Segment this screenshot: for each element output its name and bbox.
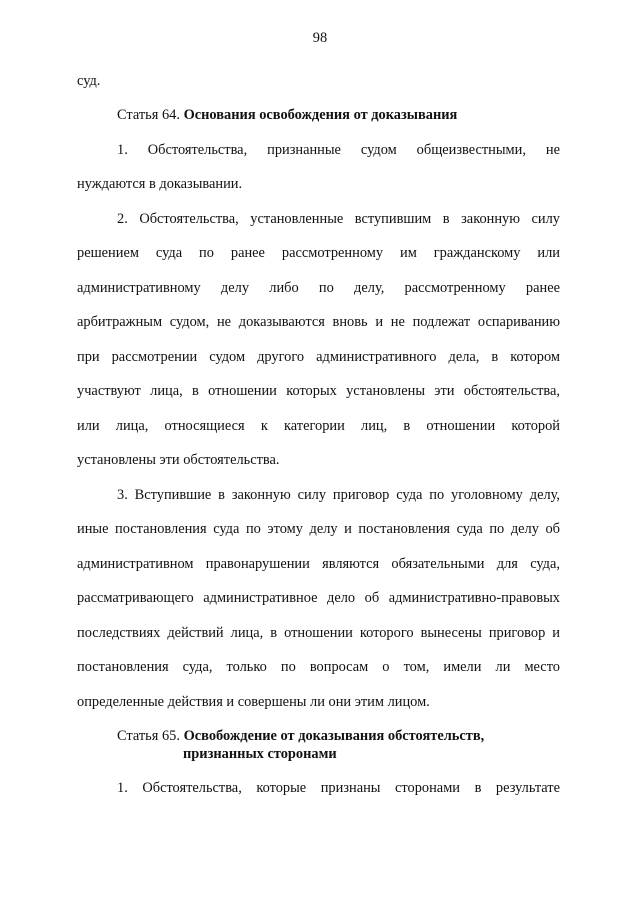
text-line: 3. Вступившие в законную силу приговор суда по уголовному делу, [117, 487, 560, 503]
article-64-label: Статья 64. [117, 107, 180, 123]
text-line: иные постановления суда по этому делу и постановления суда по делу об [77, 521, 560, 537]
text-line: арбитражным судом, не доказываются вновь и не подлежат оспариванию [77, 314, 560, 330]
text-line: решением суда по ранее рассмотренному им гражданскому или [77, 245, 560, 261]
text-line: суд. [77, 73, 101, 89]
text-line: определенные действия и совершены ли они этим лицом. [77, 694, 430, 710]
text-line: 2. Обстоятельства, установленные вступившим в законную силу [117, 211, 560, 227]
article-65-title: Освобождение от доказывания обстоятельств, [183, 728, 485, 744]
page-number: 98 [312, 30, 328, 46]
text-line: 1. Обстоятельства, признанные судом общеизвестными, не [117, 142, 560, 158]
text-line: участвуют лица, в отношении которых установлены эти обстоятельства, [77, 383, 560, 399]
text-line: при рассмотрении судом другого административного дела, в котором [77, 349, 560, 365]
text-line: последствиях действий лица, в отношении которого вынесены приговор и [77, 625, 560, 641]
article-64-heading [117, 106, 560, 124]
article-65-heading [117, 727, 560, 745]
text-line: установлены эти обстоятельства. [77, 452, 280, 468]
text-line: административному делу либо по делу, рассмотренному ранее [77, 280, 560, 296]
text-line: рассматривающего административное дело об административно-правовых [77, 590, 560, 606]
article-65-title-continuation: признанных сторонами [183, 746, 337, 762]
text-line: постановления суда, только по вопросам о том, имели ли место [77, 659, 560, 675]
article-64-title: Основания освобождения от доказывания [183, 107, 458, 123]
text-line: или лица, относящиеся к категории лиц, в отношении которой [77, 418, 560, 434]
text-line: административном правонарушении являются обязательными для суда, [77, 556, 560, 572]
text-line: 1. Обстоятельства, которые признаны сторонами в результате [117, 780, 560, 796]
article-65-label: Статья 65. [117, 728, 180, 744]
text-line: нуждаются в доказывании. [77, 176, 243, 192]
